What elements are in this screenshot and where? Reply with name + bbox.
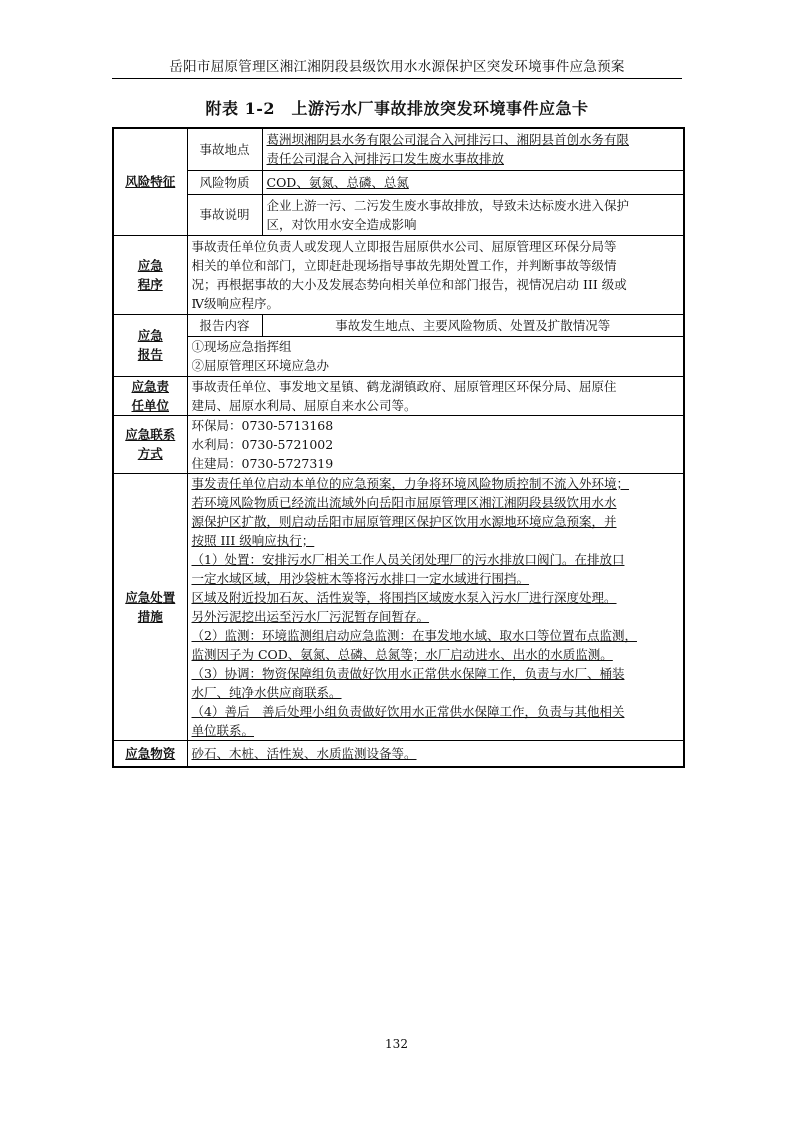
procedure-label	[113, 235, 187, 314]
measures-label	[113, 473, 187, 740]
report-content-label: 报告内容	[187, 314, 262, 336]
measures-line: 事发责任单位启动本单位的应急预案，力争将环境风险物质控制不流入外环境；	[191, 475, 630, 491]
measures-row	[113, 473, 684, 740]
location-value	[262, 128, 684, 170]
procedure-text	[187, 235, 684, 314]
measures-label-line: 措施	[137, 608, 163, 624]
header-rule	[112, 78, 682, 79]
measures-line: 监测因子为 COD、氨氮、总磷、总氮等；水厂启动进水、出水的水质监测。	[191, 646, 613, 662]
measures-line: 源保护区扩散，则启动岳阳市屈原管理区保护区饮用水源地环境应急预案，并	[191, 513, 617, 529]
measures-line: 按照 III 级响应执行；	[191, 532, 315, 548]
measures-line: （3）协调：物资保障组负责做好饮用水正常供水保障工作，负责与水厂、桶装	[191, 665, 625, 681]
supplies-text	[187, 740, 684, 767]
responsible-label	[113, 376, 187, 415]
contact-row	[113, 415, 684, 473]
responsible-row	[113, 376, 684, 415]
report-target: ①现场应急指挥组	[191, 339, 292, 354]
measures-line: （1）处置：安排污水厂相关工作人员关闭处理厂的污水排放口阀门。在排放口	[191, 551, 625, 567]
substance-value	[262, 170, 684, 194]
table-title: 附表 1-2 上游污水厂事故排放突发环境事件应急卡	[205, 99, 589, 118]
report-content-value: 事故发生地点、主要风险物质、处置及扩散情况等	[262, 314, 684, 336]
risk-label: 风险特征	[113, 128, 187, 235]
desc-line: 企业上游一污、二污发生废水事故排放，导致未达标废水进入保护	[266, 197, 630, 213]
contact-label-line: 应急联系	[125, 427, 176, 442]
procedure-label-line: 应急	[137, 257, 163, 273]
responsible-line: 建局、屈原水利局、屈原自来水公司等。	[191, 397, 417, 413]
emergency-card-table	[112, 127, 685, 768]
measures-line: （4）善后 善后处理小组负责做好饮用水正常供水保障工作，负责与其他相关	[191, 703, 625, 719]
procedure-line: 事故责任单位负责人或发现人立即报告屈原供水公司、屈原管理区环保分局等	[191, 238, 617, 254]
desc-label: 事故说明	[187, 194, 262, 235]
substance-label: 风险物质	[187, 170, 262, 194]
risk-substance-row	[113, 170, 684, 194]
risk-location-row	[113, 128, 684, 170]
contact-line: 水利局：0730-5721002	[191, 436, 334, 452]
document-header: 岳阳市屈原管理区湘江湘阴段县级饮用水水源保护区突发环境事件应急预案	[169, 59, 625, 75]
contact-label-line: 方式	[137, 446, 163, 461]
contact-line: 住建局：0730-5727319	[191, 455, 334, 471]
responsible-text	[187, 376, 684, 415]
responsible-line: 事故责任单位、事发地文星镇、鹤龙湖镇政府、屈原管理区环保分局、屈原住	[191, 378, 617, 394]
measures-line: 水厂、纯净水供应商联系。	[191, 684, 342, 700]
report-header-row	[113, 314, 684, 336]
measures-line: （2）监测：环境监测组启动应急监测：在事发地水域、取水口等位置布点监测，	[191, 627, 637, 643]
location-line: 责任公司混合入河排污口发生废水事故排放	[266, 151, 505, 167]
responsible-label-line: 任单位	[131, 397, 169, 413]
measures-line: 另外污泥挖出运至污水厂污泥暂存间暂存。	[191, 608, 430, 624]
measures-line: 区域及附近投加石灰、活性炭等，将围挡区域废水泵入污水厂进行深度处理。	[191, 589, 617, 605]
procedure-line: Ⅳ级响应程序。	[191, 295, 279, 311]
supplies-row	[113, 740, 684, 767]
report-target: ②屈原管理区环境应急办	[191, 358, 330, 373]
responsible-label-line: 应急责	[131, 378, 169, 394]
contact-line: 环保局：0730-5713168	[191, 417, 334, 433]
report-label-line: 应急	[137, 328, 163, 343]
report-label	[113, 314, 187, 376]
procedure-row	[113, 235, 684, 314]
contact-label	[113, 415, 187, 473]
risk-desc-row	[113, 194, 684, 235]
desc-line: 区，对饮用水安全造成影响	[266, 216, 417, 232]
measures-line: 若环境风险物质已经流出流域外向岳阳市屈原管理区湘江湘阴段县级饮用水水	[191, 494, 617, 510]
procedure-line: 况；再根据事故的大小及发展态势向相关单位和部门报告，视情况启动 III 级或	[191, 276, 627, 292]
location-line: 葛洲坝湘阴县水务有限公司混合入河排污口、湘阴县首创水务有限	[266, 132, 630, 148]
supplies-label: 应急物资	[113, 740, 187, 767]
measures-line: 单位联系。	[191, 722, 255, 738]
measures-text	[187, 473, 684, 740]
report-label-line: 报告	[137, 347, 163, 362]
procedure-label-line: 程序	[137, 276, 163, 292]
contact-list	[187, 415, 684, 473]
location-label: 事故地点	[187, 128, 262, 170]
substance-text: COD、氨氮、总磷、总氮	[266, 174, 409, 190]
page-number: 132	[385, 1037, 408, 1051]
procedure-line: 相关的单位和部门，立即赶赴现场指导事故先期处置工作，并判断事故等级情	[191, 257, 617, 273]
measures-label-line: 应急处置	[125, 589, 176, 605]
desc-value	[262, 194, 684, 235]
measures-line: 一定水域区域，用沙袋桩木等将污水排口一定水域进行围挡。	[191, 570, 530, 586]
supplies-value: 砂石、木桩、活性炭、水质监测设备等。	[191, 745, 417, 761]
report-targets-row	[113, 336, 684, 376]
report-targets	[187, 336, 684, 376]
